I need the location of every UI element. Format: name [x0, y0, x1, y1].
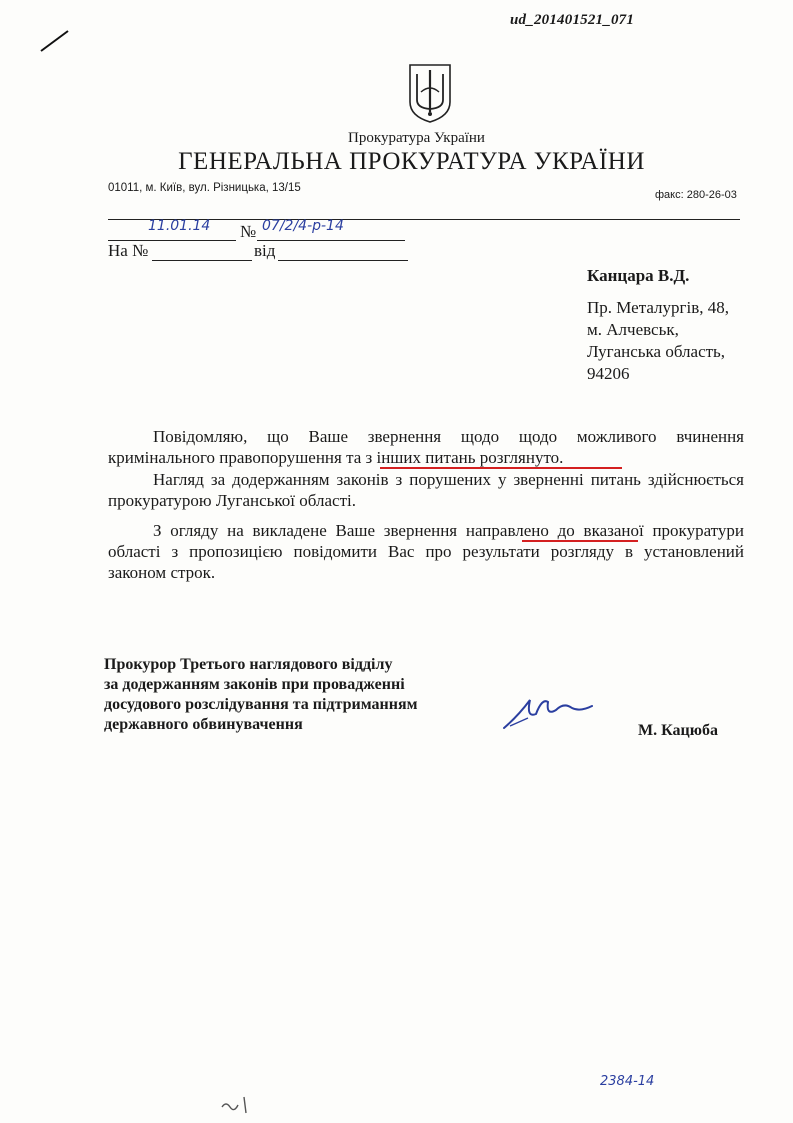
signer-title — [104, 655, 418, 735]
signer-title-line: державного обвинувачення — [104, 716, 303, 733]
number-sign: № — [240, 222, 257, 241]
document-id: ud_201401521_071 — [510, 12, 635, 28]
pen-slash-mark — [38, 28, 72, 54]
recipient-address-line: м. Алчевськ, — [587, 320, 679, 339]
ink-scribble — [218, 1093, 258, 1115]
body-paragraph-1-text: Повідомляю, що Ваше звернення щодо щодо можливого вчинення кримінального правопорушення та з інших питань розглянуто. — [108, 427, 744, 467]
reply-number-label: На № — [108, 241, 149, 260]
recipient-name: Канцара В.Д. — [587, 266, 690, 285]
signer-title-line: Прокурор Третього наглядового відділу — [104, 656, 393, 673]
bottom-handwritten-note: 2384-14 — [600, 1074, 655, 1089]
recipient-address-line: Луганська область, — [587, 342, 726, 361]
recipient-block — [587, 265, 729, 385]
reply-number-underline — [152, 260, 252, 261]
trident-emblem-icon — [407, 62, 453, 124]
outgoing-number-handwritten: 07/2/4-р-14 — [262, 218, 344, 234]
body-paragraph-3-text: З огляду на викладене Ваше звернення направлено до вказаної прокуратури області з пропозицією повідомити Вас про результати розгляду в установлений законом строк. — [108, 521, 744, 582]
signer-name: М. Кацюба — [638, 722, 718, 739]
number-underline — [257, 240, 405, 241]
body-paragraph-2 — [108, 469, 744, 511]
signer-title-line: досудового розслідування та підтриманням — [104, 696, 418, 713]
reply-from-label: від — [254, 241, 276, 260]
recipient-address-line: 94206 — [587, 364, 630, 383]
signer-title-line: за додержанням законів при провадженні — [104, 676, 405, 693]
org-title: ГЕНЕРАЛЬНА ПРОКУРАТУРА УКРАЇНИ — [178, 148, 645, 175]
body-paragraph-2-text: Нагляд за додержанням законів з порушених у зверненні питань здійснюється прокуратурою Луганської області. — [108, 470, 744, 510]
recipient-address-line: Пр. Металургів, 48, — [587, 298, 730, 317]
org-subtitle: Прокуратура України — [348, 130, 485, 146]
body-paragraph-1 — [108, 426, 744, 468]
reply-date-underline — [278, 260, 408, 261]
org-fax: факс: 280-26-03 — [655, 189, 737, 201]
outgoing-date-handwritten: 11.01.14 — [148, 218, 211, 234]
org-address: 01011, м. Київ, вул. Різницька, 13/15 — [108, 182, 301, 194]
handwritten-signature — [500, 688, 600, 734]
red-pen-underline — [522, 540, 638, 542]
body-paragraph-3 — [108, 520, 744, 583]
